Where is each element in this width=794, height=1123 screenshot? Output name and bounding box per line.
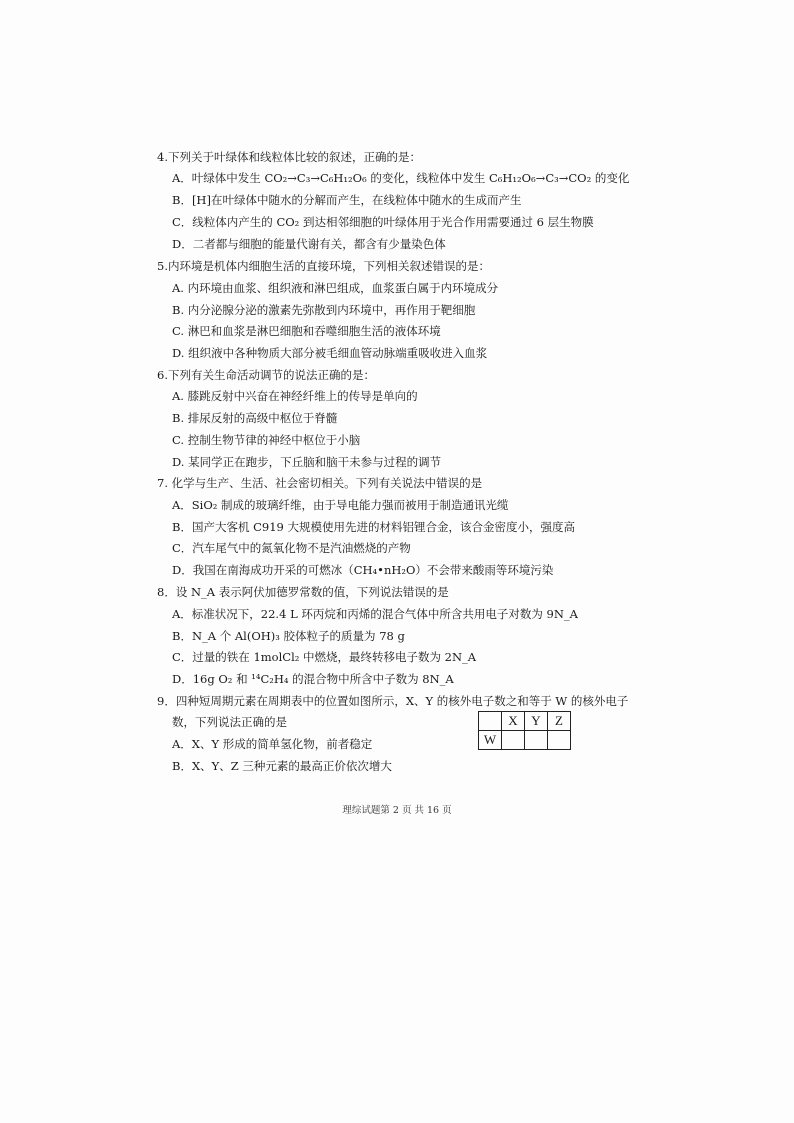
- question-4-option-c: C．线粒体内产生的 CO₂ 到达相邻细胞的叶绿体用于光合作用需要通过 6 层生物膜: [172, 215, 594, 229]
- question-4-option-d: D．二者都与细胞的能量代谢有关，都含有少量染色体: [172, 237, 446, 251]
- periodic-table-cell-z: Z: [548, 712, 571, 731]
- question-8-option-d: D．16g O₂ 和 ¹⁴C₂H₄ 的混合物中所含中子数为 8N_A: [172, 672, 454, 686]
- question-7-option-b: B．国产大客机 C919 大规模使用先进的材料铝锂合金，该合金密度小，强度高: [172, 520, 576, 534]
- periodic-table-fragment: [478, 711, 571, 750]
- question-7-option-d: D．我国在南海成功开采的可燃冰（CH₄•nH₂O）不会带来酸雨等环境污染: [172, 563, 554, 577]
- question-4-stem: 4.下列关于叶绿体和线粒体比较的叙述，正确的是：: [157, 150, 421, 164]
- question-7-stem: 7. 化学与生产、生活、社会密切相关。下列有关说法中错误的是: [157, 476, 483, 490]
- question-4-option-b: B．[H]在叶绿体中随水的分解而产生，在线粒体中随水的生成而产生: [172, 193, 522, 207]
- question-6-option-b: B. 排尿反射的高级中枢位于脊髓: [172, 411, 338, 425]
- question-6-stem: 6.下列有关生命活动调节的说法正确的是：: [157, 368, 375, 382]
- question-6-option-d: D. 某同学正在跑步，下丘脑和脑干未参与过程的调节: [172, 455, 442, 469]
- periodic-table-cell-empty: [502, 731, 525, 750]
- page-footer: 理综试题第 2 页 共 16 页: [342, 805, 452, 816]
- question-5-option-a: A. 内环境由血浆、组织液和淋巴组成，血浆蛋白属于内环境成分: [172, 281, 499, 295]
- question-6-option-c: C. 控制生物节律的神经中枢位于小脑: [172, 433, 361, 447]
- periodic-table-cell-y: Y: [525, 712, 548, 731]
- periodic-table-row: [479, 712, 571, 731]
- periodic-table-row: [479, 731, 571, 750]
- periodic-table-cell-empty: [548, 731, 571, 750]
- question-7-option-c: C．汽车尾气中的氮氧化物不是汽油燃烧的产物: [172, 541, 411, 555]
- periodic-table-cell-empty: [479, 712, 502, 731]
- question-9-option-b: B．X、Y、Z 三种元素的最高正价依次增大: [172, 759, 392, 773]
- question-5-option-c: C. 淋巴和血浆是淋巴细胞和吞噬细胞生活的液体环境: [172, 324, 441, 338]
- question-5-stem: 5.内环境是机体内细胞生活的直接环境，下列相关叙述错误的是：: [157, 259, 490, 273]
- question-8-option-b: B．N_A 个 Al(OH)₃ 胶体粒子的质量为 78 g: [172, 629, 405, 643]
- question-9-stem: 9．四种短周期元素在周期表中的位置如图所示，X、Y 的核外电子数之和等于 W 的核外电子: [157, 694, 629, 708]
- periodic-table-cell-empty: [525, 731, 548, 750]
- question-9-stem-continued: 数，下列说法正确的是: [172, 715, 287, 729]
- question-9-option-a: A．X、Y 形成的简单氢化物，前者稳定: [172, 737, 373, 751]
- question-5-option-b: B. 内分泌腺分泌的激素先弥散到内环境中，再作用于靶细胞: [172, 303, 476, 317]
- question-7-option-a: A．SiO₂ 制成的玻璃纤维，由于导电能力强而被用于制造通讯光缆: [172, 498, 509, 512]
- question-8-option-c: C．过量的铁在 1molCl₂ 中燃烧，最终转移电子数为 2N_A: [172, 650, 477, 664]
- question-8-stem: 8．设 N_A 表示阿伏加德罗常数的值，下列说法错误的是: [157, 585, 449, 599]
- periodic-table-cell-x: X: [502, 712, 525, 731]
- question-4-option-a: A．叶绿体中发生 CO₂→C₃→C₆H₁₂O₆ 的变化，线粒体中发生 C₆H₁₂O₆→C₃→CO₂ 的变化: [172, 171, 630, 185]
- question-5-option-d: D. 组织液中各种物质大部分被毛细血管动脉端重吸收进入血浆: [172, 346, 488, 360]
- question-8-option-a: A．标准状况下，22.4 L 环丙烷和丙烯的混合气体中所含共用电子对数为 9N_A: [172, 607, 578, 621]
- question-6-option-a: A. 膝跳反射中兴奋在神经纤维上的传导是单向的: [172, 389, 418, 403]
- periodic-table-cell-w: W: [479, 731, 502, 750]
